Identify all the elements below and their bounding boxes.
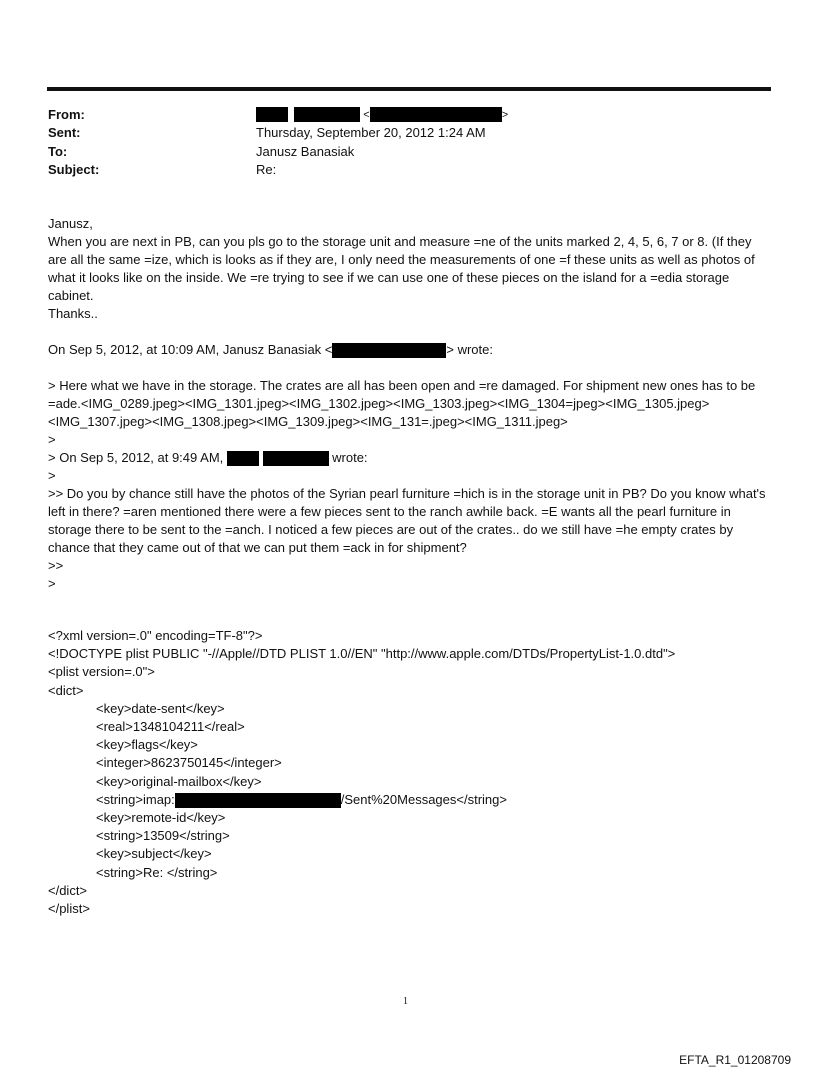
plist-line: <key>original-mailbox</key> [96,773,262,789]
quote2-marker: > [48,468,56,483]
sent-value: Thursday, September 20, 2012 1:24 AM [256,125,486,140]
plist-line: <key>date-sent</key> [96,700,225,716]
subject-label: Subject: [48,162,100,177]
plist-line: <string>Re: </string> [96,864,218,880]
plist-string-start: <string>imap: [96,791,175,807]
from-open-bracket: < [363,109,370,121]
plist-line: </plist> [48,901,90,917]
plist-line: <key>flags</key> [96,737,198,753]
quote2-paragraph: >> Do you by chance still have the photos of the Syrian pearl furniture =hich is in the storage unit in PB? Do you know what's left in there? =aren mentioned there were a few pieces sent to the ranch awhile back. =E wants all the pearl furniture in storage there to be sent to the =anch. I noticed a few pieces are out of the crates.. do we still have =he empty crates by chance that they came out of that we can put them =ack in for shipment? [48,486,770,555]
to-value: Janusz Banasiak [256,144,355,159]
redaction-box [332,343,446,358]
quote1-line: > Here what we have in the storage. The crates are all has been open and =re damaged. For shipment new ones has to be [48,378,756,393]
plist-block [48,627,675,918]
plist-line: <real>1348104211</real> [96,719,245,735]
plist-line [48,791,675,809]
quote1-end: > [48,432,56,447]
quote2-intro [48,449,772,467]
quote1-intro [48,341,772,359]
plist-line: <integer>8623750145</integer> [96,755,282,771]
quote1-intro-text: On Sep 5, 2012, at 10:09 AM, Janusz Banasiak < [48,342,333,357]
plist-line: <plist version=.0"> [48,664,155,680]
quote2-end-marker: > [48,576,56,591]
to-label: To: [48,144,68,159]
quote2-intro-end: wrote: [332,450,368,465]
redaction-box [370,107,502,122]
redaction-box [175,793,341,808]
subject-value: Re: [256,162,277,177]
greeting: Janusz, [48,216,93,231]
quote1-intro-end: > wrote: [446,342,493,357]
from-close-bracket: > [501,109,509,121]
plist-line: <!DOCTYPE plist PUBLIC "-//Apple//DTD PLIST 1.0//EN" "http://www.apple.com/DTDs/PropertyList-1.0.dtd"> [48,646,676,662]
plist-line: <key>subject</key> [96,846,212,862]
email-body [48,215,772,593]
redaction-box [256,107,288,122]
header-rule [47,87,771,91]
quote2-intro-text: > On Sep 5, 2012, at 9:49 AM, [48,450,224,465]
plist-line: <dict> [48,682,84,698]
redaction-box [294,107,360,122]
quote2-end-marker: >> [48,558,64,573]
quote1-attachments: =ade.<IMG_0289.jpeg><IMG_1301.jpeg><IMG_1302.jpeg><IMG_1303.jpeg><IMG_1304=jpeg><IMG_1305.jpeg><IMG_1307.jpeg><IMG_1308.jpeg><IMG_1309.jpeg><IMG_131=.jpeg><IMG_1311.jpeg> [48,396,710,429]
body-paragraph: When you are next in PB, can you pls go to the storage unit and measure =ne of the units marked 2, 4, 5, 6, 7 or 8. (If they are all the same =ize, which is looks as if they are, I only need the measurements of one =f these units as well as photos of what it looks like on the inside. We =re trying to see if we can use one of these pieces on the island for a =edia storage cabinet. [48,234,759,303]
plist-string-end: /Sent%20Messages</string> [340,791,507,807]
plist-line: </dict> [48,882,88,898]
redaction-box [227,451,259,466]
from-value [256,106,508,122]
plist-line: <string>13509</string> [96,828,230,844]
page-number: 1 [403,996,408,1007]
sent-label: Sent: [48,125,81,140]
thanks-line: Thanks.. [48,306,98,321]
from-label: From: [48,107,85,122]
document-id: EFTA_R1_01208709 [679,1053,791,1067]
plist-line: <key>remote-id</key> [96,810,226,826]
redaction-box [263,451,329,466]
plist-line: <?xml version=.0" encoding=TF-8"?> [48,628,263,643]
